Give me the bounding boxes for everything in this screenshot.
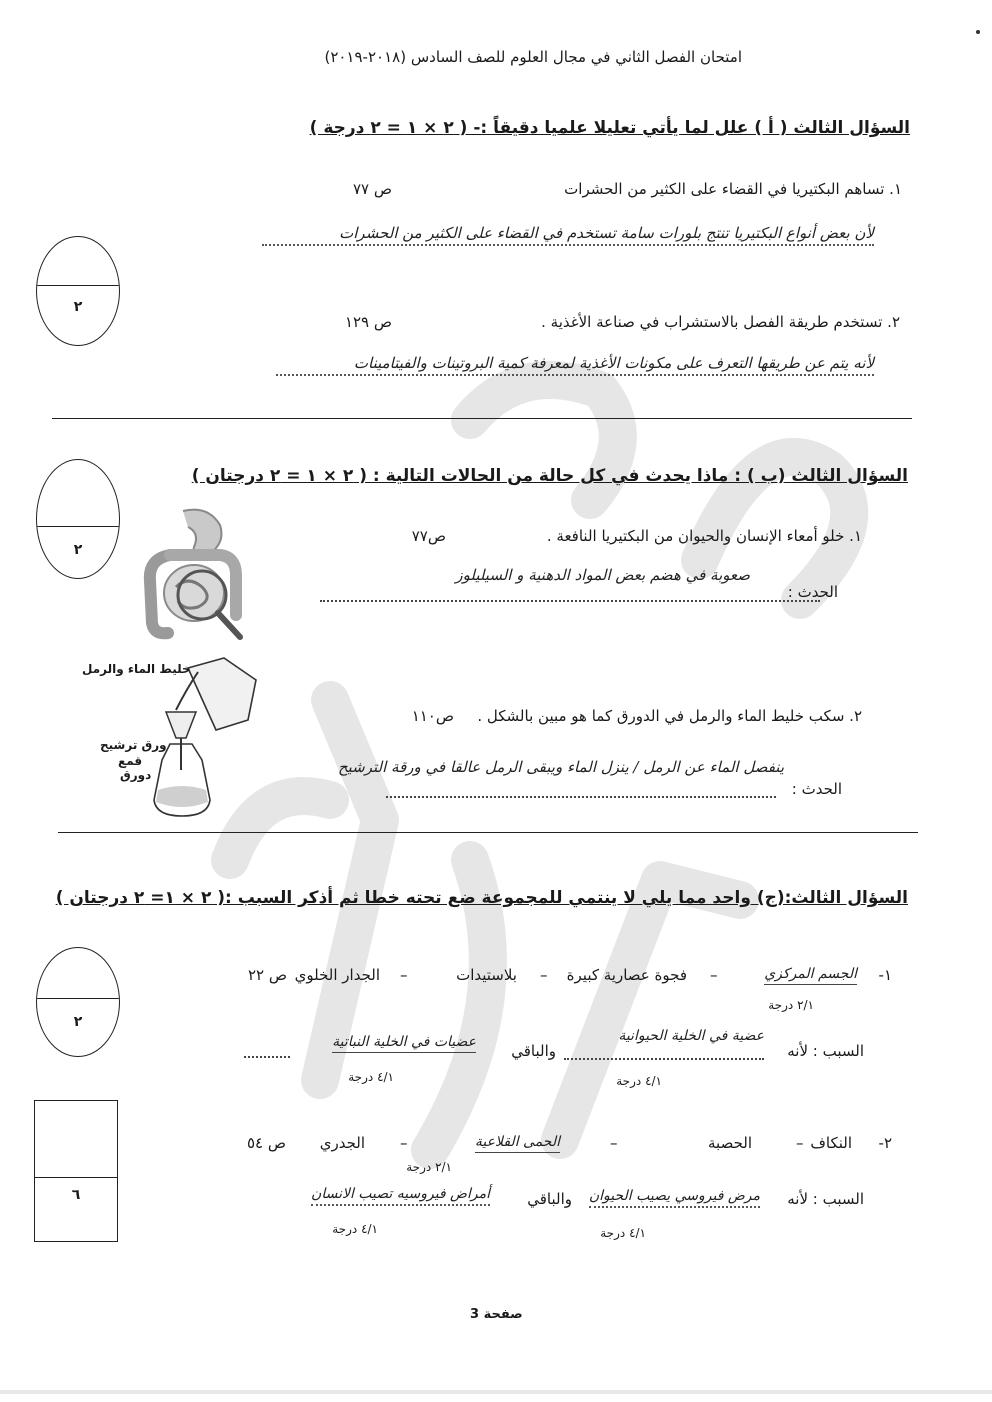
section-b-q2-text: ٢. سكب خليط الماء والرمل في الدورق كما هو مبين بالشكل . (477, 707, 862, 725)
separator: – (796, 1134, 804, 1152)
total-score: ٦ (71, 1187, 81, 1203)
section-c-q2-item-1: النكاف (810, 1134, 852, 1152)
separator: – (400, 966, 408, 984)
total-score-box (34, 1100, 118, 1242)
section-a-q1-text: ١. تساهم البكتيريا في القضاء على الكثير من الحشرات (564, 180, 902, 198)
section-c-score-oval (36, 947, 120, 1057)
section-b-q2-label: الحدث : (791, 780, 842, 798)
section-a-q1-answer: لأن بعض أنواع البكتيريا تنتج بلورات سامة تستخدم في القضاء على الكثير من الحشرات (262, 224, 874, 246)
section-c-q2-mark-2: ٤/١ درجة (600, 1226, 646, 1240)
section-c-heading: السؤال الثالث:(ج) واحد مما يلي لا ينتمي للمجموعة ضع تحته خطا ثم أذكر السبب :( ٢ × ١= ٢ درجتان ) (55, 888, 908, 908)
section-c-q1-page-ref: ص ٢٢ (247, 966, 287, 984)
section-c-q2-page-ref: ص ٥٤ (246, 1134, 286, 1152)
section-c-q2-mark-1: ٢/١ درجة (406, 1160, 452, 1174)
section-c-q2-item-2: الحصبة (708, 1134, 752, 1152)
section-c-q1-item-4: الجدار الخلوي (294, 966, 380, 984)
section-b-q2-page-ref: ص١١٠ (411, 707, 454, 725)
section-c-q1-reason-label: السبب : لأنه (787, 1042, 864, 1060)
answer-line (244, 1056, 290, 1058)
section-a-q2-answer: لأنه يتم عن طريقها التعرف على مكونات الأغذية لمعرفة كمية البروتينات والفيتامينات (276, 354, 874, 376)
section-c-q1-mark-3: ٤/١ درجة (348, 1070, 394, 1084)
section-c-q1-mark-1: ٢/١ درجة (768, 998, 814, 1012)
section-a-score: ٢ (73, 299, 83, 315)
section-c-q1-mark-2: ٤/١ درجة (616, 1074, 662, 1088)
scan-dot (976, 30, 980, 34)
section-a-q2-page-ref: ص ١٢٩ (344, 313, 392, 331)
section-c-q2-answer-2: أمراض فيروسيه تصيب الانسان (311, 1186, 490, 1206)
figure-label-filter-paper: ورق ترشيح (100, 738, 167, 752)
section-c-q2-mark-3: ٤/١ درجة (332, 1222, 378, 1236)
scan-edge (0, 1390, 992, 1394)
digestive-system-image (128, 503, 278, 645)
divider (52, 418, 912, 419)
separator: – (400, 1134, 408, 1152)
separator: – (610, 1134, 618, 1152)
section-b-q1-page-ref: ص٧٧ (411, 527, 446, 545)
section-c-score: ٢ (73, 1014, 83, 1030)
divider (58, 832, 918, 833)
figure-label-funnel: قمع (118, 754, 143, 768)
section-c-q2-item-3: الحمى القلاعية (475, 1134, 560, 1153)
exam-title: امتحان الفصل الثاني في مجال العلوم للصف السادس (٢٠١٨-٢٠١٩) (324, 48, 742, 66)
section-a-q1-page-ref: ص ٧٧ (352, 180, 392, 198)
section-c-q2-num: ٢- (878, 1134, 892, 1152)
section-b-q2-answer: ينفصل الماء عن الرمل / ينزل الماء ويبقى الرمل عالقا في ورقة الترشيح (337, 758, 784, 776)
section-a-score-oval (36, 236, 120, 346)
answer-line (564, 1058, 764, 1060)
section-b-q1-text: ١. خلو أمعاء الإنسان والحيوان من البكتيريا النافعة . (546, 527, 862, 545)
answer-line (386, 796, 776, 798)
section-c-q1-item-3: بلاستيدات (456, 966, 517, 984)
section-c-q1-item-2: فجوة عصارية كبيرة (566, 966, 687, 984)
section-c-q1-answer-2: عضيات في الخلية النباتية (332, 1034, 476, 1053)
figure-label-mixture: خليط الماء والرمل (82, 662, 191, 676)
section-c-q2-item-4: الجدري (319, 1134, 365, 1152)
section-c-q1-remaining-label: والباقي (511, 1042, 556, 1060)
answer-line (320, 600, 820, 602)
section-c-q2-reason-label: السبب : لأنه (787, 1190, 864, 1208)
section-b-score: ٢ (73, 542, 83, 558)
section-c-q2-answer-1: مرض فيروسي يصيب الحيوان (589, 1188, 760, 1208)
page-number: صفحة 3 (470, 1307, 523, 1322)
section-a-q2-text: ٢. تستخدم طريقة الفصل بالاستشراب في صناعة الأغذية . (541, 313, 900, 331)
figure-label-flask: دورق (120, 768, 152, 782)
section-c-q1-answer-1: عضية في الخلية الحيوانية (618, 1028, 764, 1044)
separator: – (540, 966, 548, 984)
section-b-score-oval (36, 459, 120, 579)
section-c-q1-num: ١- (878, 966, 892, 984)
section-c-q1-item-1: الجسم المركزي (764, 966, 857, 985)
separator: – (710, 966, 718, 984)
section-a-heading: السؤال الثالث ( أ ) علل لما يأتي تعليلا علميا دقيقاً :- ( ٢ × ١ = ٢ درجة ) (309, 118, 910, 138)
section-b-heading: السؤال الثالث (ب ) : ماذا يحدث في كل حالة من الحالات التالية : ( ٢ × ١ = ٢ درجتان ) (191, 466, 908, 486)
section-b-q1-answer: صعوبة في هضم بعض المواد الدهنية و السيليلوز (455, 566, 750, 584)
section-c-q2-remaining-label: والباقي (527, 1190, 572, 1208)
section-b-q1-label: الحدث : (787, 583, 838, 601)
